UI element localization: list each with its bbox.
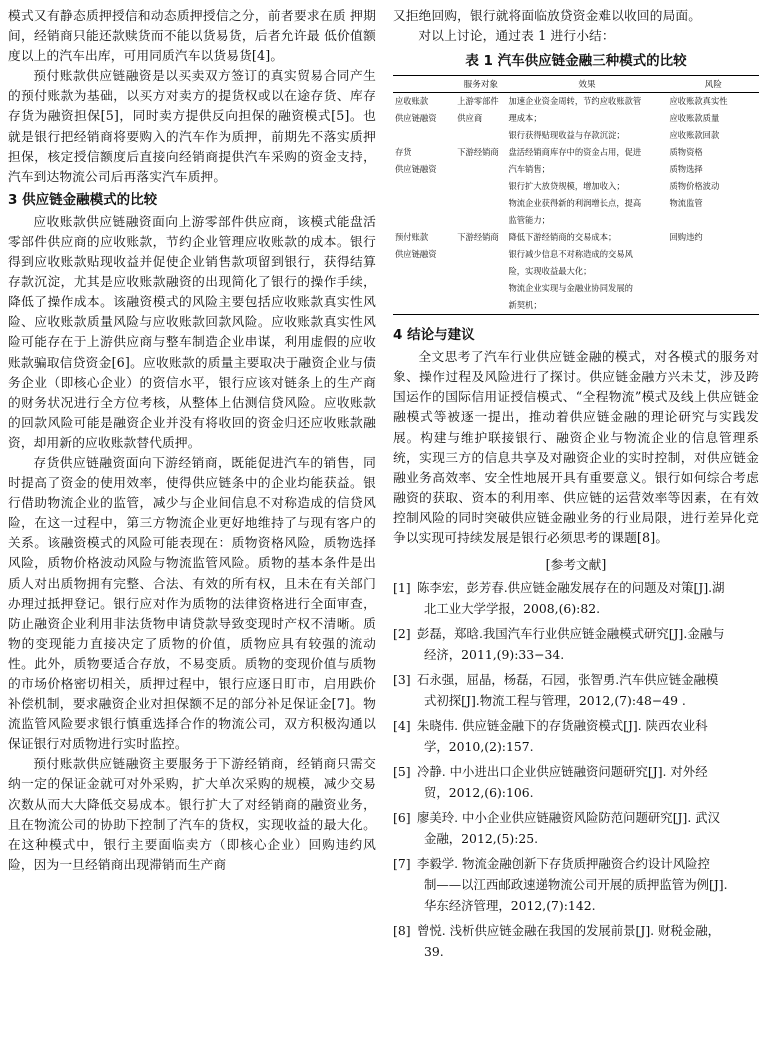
reference-text: [417, 623, 759, 665]
cell-line: 供应链融资: [395, 249, 437, 260]
reference-text: [417, 669, 759, 711]
cell-line: 上游零部件: [457, 96, 499, 107]
text-line: 押期间，经销商只能还款赎货而不能以货易货，后者允许最: [8, 8, 376, 44]
text-line: 时控制，对供应链金融业务高效率、安全性地展开具有重要: [393, 449, 759, 485]
text-line: 又拒绝回购，银行就将面临放贷资金难以收回的局面。: [393, 8, 702, 23]
text-line: 行，获得结算存款沉淀，尤其是应收账款融资的出现简化了: [8, 254, 376, 290]
cell-line: 物流企业获得新的利润增长点，提高: [508, 198, 642, 209]
text-line: 资格风险，质物选择风险，质物价格波动风险与物流监管风: [8, 535, 376, 571]
table-row: [393, 229, 759, 315]
reference-number: [8]: [393, 923, 411, 939]
cell-line: 质物价格波动: [669, 181, 720, 192]
text-line: 朱晓伟. 供应链金融下的存货融资模式[J]. 陕西农业科: [417, 718, 708, 734]
paragraph-summary-intro: [393, 26, 759, 46]
text-line: 包括应收账款真实性风险、应收账款质量风险与应收账款回: [8, 294, 377, 330]
text-line: 意义。银行如何综合考虑融资的获取、资本的利用率、供应: [393, 469, 759, 505]
text-line: 式[5]。也就是银行把经销商将要购入的汽车作为质押，前期先: [8, 108, 376, 144]
comparison-table: [393, 75, 759, 315]
text-line: 银行的操作手续，降低了操作成本。该融资模式的风险主要: [8, 274, 377, 310]
table-cell-risk: [667, 229, 759, 315]
reference-text: [417, 761, 759, 803]
reference-item: [393, 715, 759, 757]
text-line: 链的运营效率等因素，在有效控制风险的同时突破供应链金: [393, 489, 759, 525]
text-line: 陈李宏，彭芳春.供应链金融发展存在的问题及对策[J].湖: [417, 580, 725, 596]
text-line: 定了质物的价值，质物应具有较强的流动性。此外，质物要: [8, 635, 376, 671]
cell-line: 供应链融资: [395, 113, 437, 124]
table-cell-mode: [393, 93, 455, 145]
cell-line: 物流监管: [669, 198, 703, 209]
table-cell-effect: [506, 93, 667, 145]
paragraph-continued: [393, 6, 759, 26]
text-line: 切相关，质押过程中，银行应逐日盯市，启用跌价补偿机制，: [8, 676, 376, 712]
cell-line: 质物资格: [669, 147, 703, 158]
text-line: 为质物的法律资格进行全面审查，防止融资企业利用非法货: [8, 595, 377, 631]
cell-line: 盘活经销商库存中的资金占用，促进: [508, 147, 642, 158]
text-line: 银行对质物进行实时监控。: [33, 736, 188, 752]
text-line: 购的资金支持，汽车到达物流公司后再落实汽车质押。: [8, 148, 376, 184]
text-line: 行必须思考的课题[8]。: [534, 530, 669, 546]
text-line: 业的信息管理系统，实现三方的信息共享及对融资企业的实: [393, 429, 759, 465]
text-line: 研究与实践发展。构建与维护联接银行、融资企业与物流企: [393, 409, 760, 445]
cell-line: 存货: [395, 147, 412, 158]
cell-line: 供应链融资: [395, 164, 437, 175]
table-cell-effect: [506, 229, 667, 315]
table-header-cell: [393, 76, 455, 93]
text-line: 不落实质押担保，核定授信额度后直接向经销商提供汽车采: [8, 128, 377, 164]
text-line: 涉及跨国运作的国际信用证授信模式、“全程物流”模式及线: [393, 369, 759, 405]
cell-line: 监管能力；: [508, 215, 550, 226]
text-line: 险要求银行慎重选择合作的物流公司，双方积极沟通以保证: [8, 716, 376, 752]
text-line: 式初探[J].物流工程与管理，2012,(7):48−49 .: [424, 693, 686, 709]
reference-text: [417, 715, 759, 757]
text-line: 盘活零部件供应商的应收账款，节约企业管理应收账款的成: [8, 213, 376, 249]
reference-number: [4]: [393, 718, 411, 734]
reference-text: [417, 853, 759, 916]
text-line: 需交纳一定的保证金就可对外采购，扩大单次采购的规模，: [8, 756, 376, 792]
reference-item: [393, 577, 759, 619]
table-header-cell: 服务对象: [455, 76, 506, 93]
reference-item: [393, 761, 759, 803]
text-line: 贸，2012,(6):106.: [424, 785, 534, 801]
text-line: 现收益的最大化。在这种模式中，银行主要面临卖方（即核: [8, 816, 377, 852]
reference-number: [2]: [393, 626, 411, 642]
text-line: 了与现有客户的关系。该融资模式的风险可能表现在：质物: [8, 515, 376, 551]
cell-line: 应收账款质量: [669, 113, 720, 124]
paragraph-receivables: [8, 212, 376, 453]
text-line: 经济，2011,(9):33−34.: [424, 647, 565, 663]
table-cell-mode: [393, 144, 455, 229]
reference-number: [6]: [393, 810, 411, 826]
table-row: [393, 93, 759, 145]
table-cell-target: [455, 144, 506, 229]
cell-line: 回购违约: [669, 232, 703, 243]
text-line: 39.: [424, 944, 444, 960]
text-line: 全文思考了汽车行业供应链金融的模式，对各模式的服: [418, 349, 734, 365]
text-line: 冷静. 中小进出口企业供应链融资问题研究[J]. 对外经: [417, 764, 708, 780]
text-line: 上供应链金融模式等被逐一提出，推动着供应链金融的理论: [393, 389, 759, 425]
right-column: [393, 6, 759, 966]
text-line: 险。质物的基本条件是出质人对出质物拥有完整、合法、有: [8, 555, 376, 591]
reference-text: [417, 920, 759, 962]
table-header-row: [393, 76, 759, 93]
table-cell-target: [455, 93, 506, 145]
paragraph-pledge-modes: [8, 6, 376, 66]
cell-line: 银行获得贴现收益与存款沉淀；: [508, 130, 625, 141]
text-line: 金融，2012,(5):25.: [424, 831, 539, 847]
text-line: 制——以江西邮政速递物流公司开展的质押监管为例[J].: [424, 877, 728, 893]
cell-line: 物流企业实现与金融业协同发展的: [508, 283, 633, 294]
paragraph-conclusion: [393, 347, 759, 548]
reference-item: [393, 853, 759, 916]
text-line: 对以上讨论，通过表 1 进行小结：: [418, 28, 615, 44]
text-line: 本。银行得到应收账款贴现收益并促使企业销售款项留到银: [8, 233, 376, 270]
cell-line: 降低下游经销商的交易成本；: [508, 232, 617, 243]
text-line: 同时提高了资金的使用效率，使得供应链条中的企业均能获: [8, 454, 376, 491]
reference-item: [393, 623, 759, 665]
cell-line: 险，实现收益最大化；: [508, 266, 592, 277]
paragraph-inventory: [8, 453, 376, 754]
cell-line: 供应商: [457, 113, 483, 124]
text-line: 款风险。应收账款真实性风险可能存在于上游供应商与整车: [8, 314, 376, 350]
text-line: 是融资企业并没有将收回的资金归还应收账款融资，却用新: [8, 414, 376, 450]
references-title: [参考文献]: [545, 557, 607, 573]
reference-number: [1]: [393, 580, 411, 596]
text-line: 位考核，从整体上估测信贷风险。应收账款的回款风险可能: [8, 394, 376, 430]
text-line: 成的信贷风险，在这一过程中，第三方物流企业更好地维持: [8, 495, 377, 531]
text-line: 益。银行借助物流企业的监管，减少与企业间信息不对称造: [8, 475, 377, 511]
text-line: 李毅学. 物流金融创新下存货质押融资合约设计风险控: [417, 856, 710, 872]
text-line: 预付账款供应链融资是以买卖双方签订的真实贸易合同: [33, 68, 350, 84]
text-line: 石永强，屈晶，杨磊，石园，张智勇.汽车供应链金融模: [417, 672, 719, 688]
text-line: 彭磊，郑晗.我国汽车行业供应链金融模式研究[J].金融与: [417, 626, 725, 642]
text-line: 减少交易次数从而大大降低交易成本。银行扩大了对经销商: [8, 776, 376, 812]
cell-line: 银行减少信息不对称造成的交易风: [508, 249, 633, 260]
reference-text: [417, 577, 759, 619]
table-cell-mode: [393, 229, 455, 315]
text-line: 应收账款供应链融资面向上游零部件供应商，该模式能: [33, 213, 350, 229]
text-line: 学，2010,(2):157.: [424, 739, 534, 755]
table-header-cell: 效果: [506, 76, 667, 93]
text-line: 廖美玲. 中小企业供应链融资风险防范问题研究[J]. 武汉: [417, 810, 720, 826]
text-line: 曾悦. 浅析供应链金融在我国的发展前景[J]. 财税金融，: [417, 923, 720, 939]
paragraph-prepayment-intro: [8, 66, 376, 187]
cell-line: 质物选择: [669, 164, 703, 175]
cell-line: 汽车销售；: [508, 164, 550, 175]
section-heading-3: 3 供应链金融模式的比较: [8, 191, 158, 208]
text-line: 融业务的行业局限，进行差异化竞争以实现可持续发展是银: [393, 509, 760, 546]
text-line: 的融资业务，且在物流公司的协助下控制了汽车的货权，实: [8, 796, 376, 832]
cell-line: 应收账款回款: [669, 130, 720, 141]
text-line: 物申请贷款导致变现时产权不清晰。质物的变现能力直接决: [8, 615, 376, 651]
cell-line: 新契机；: [508, 300, 542, 311]
reference-item: [393, 807, 759, 849]
text-line: 务对象、操作过程及风险进行了探讨。供应链金融方兴未艾，: [393, 349, 759, 385]
section-heading-4: 4 结论与建议: [393, 327, 475, 344]
text-line: 的应收账款替代质押。: [72, 434, 201, 450]
text-line: 货、库存存货为融资担保[5]，同时卖方提供反向担保的融资模: [8, 88, 376, 124]
text-line: 华东经济管理，2012,(7):142.: [424, 898, 596, 914]
table-cell-target: [455, 229, 506, 315]
text-line: 适合存放，不易变质。质物的变现价值与质物的市场价格密: [8, 655, 376, 691]
cell-line: 加速企业资金周转，节约应收账款管: [508, 96, 642, 107]
text-line: 款的质量主要取决于融资企业与债务企业（即核心企业）的: [8, 354, 376, 390]
cell-line: 下游经销商: [457, 232, 499, 243]
table-row: [393, 144, 759, 229]
reference-number: [5]: [393, 764, 411, 780]
text-line: 要求融资企业对担保额不足的部分补足保证金[7]。物流监管风: [8, 696, 376, 732]
reference-text: [417, 807, 759, 849]
cell-line: 下游经销商: [457, 147, 499, 158]
reference-item: [393, 920, 759, 962]
text-line: 预付账款供应链融资主要服务于下游经销商，经销商只: [33, 756, 350, 772]
reference-number: [7]: [393, 856, 411, 872]
text-line: 制造企业串谋，利用虚假的应收账款骗取信贷资金[6]。应收账: [8, 334, 376, 370]
cell-line: 应收账款真实性: [669, 96, 728, 107]
text-line: 产生的预付账款为基础，以买方对卖方的提货权或以在途存: [8, 68, 376, 104]
table-cell-effect: [506, 144, 667, 229]
cell-line: 银行扩大放贷规模，增加收入；: [508, 181, 625, 192]
cell-line: 应收账款: [395, 96, 429, 107]
text-line: 心企业）回购违约风险，因为一旦经销商出现滞销而生产商: [8, 836, 376, 872]
left-column: [8, 6, 376, 875]
text-line: 存货供应链融资面向下游经销商，既能促进汽车的销售，: [33, 454, 364, 470]
text-line: 北工业大学学报，2008,(6):82.: [424, 601, 601, 617]
text-line: 资信水平，银行应该对链条上的生产商的财务状况进行全方: [8, 374, 376, 410]
cell-line: 预付账款: [395, 232, 429, 243]
paragraph-prepayment-risk: [8, 754, 376, 875]
table-cell-risk: [667, 144, 759, 229]
table-header-cell: 风险: [667, 76, 759, 93]
text-line: 低价值额度以上的汽车出库，可用同质汽车以货易货[4]。: [8, 28, 376, 64]
table-cell-risk: [667, 93, 759, 145]
table-title: 表 1 汽车供应链金融三种模式的比较: [465, 53, 687, 70]
text-line: 模式又有静态质押授信和动态质押授信之分，前者要求在质: [8, 8, 346, 23]
reference-number: [3]: [393, 672, 411, 688]
reference-item: [393, 669, 759, 711]
text-line: 效的所有权，且未在有关部门办理过抵押登记。银行应对作: [8, 575, 376, 611]
cell-line: 理成本；: [508, 113, 542, 124]
